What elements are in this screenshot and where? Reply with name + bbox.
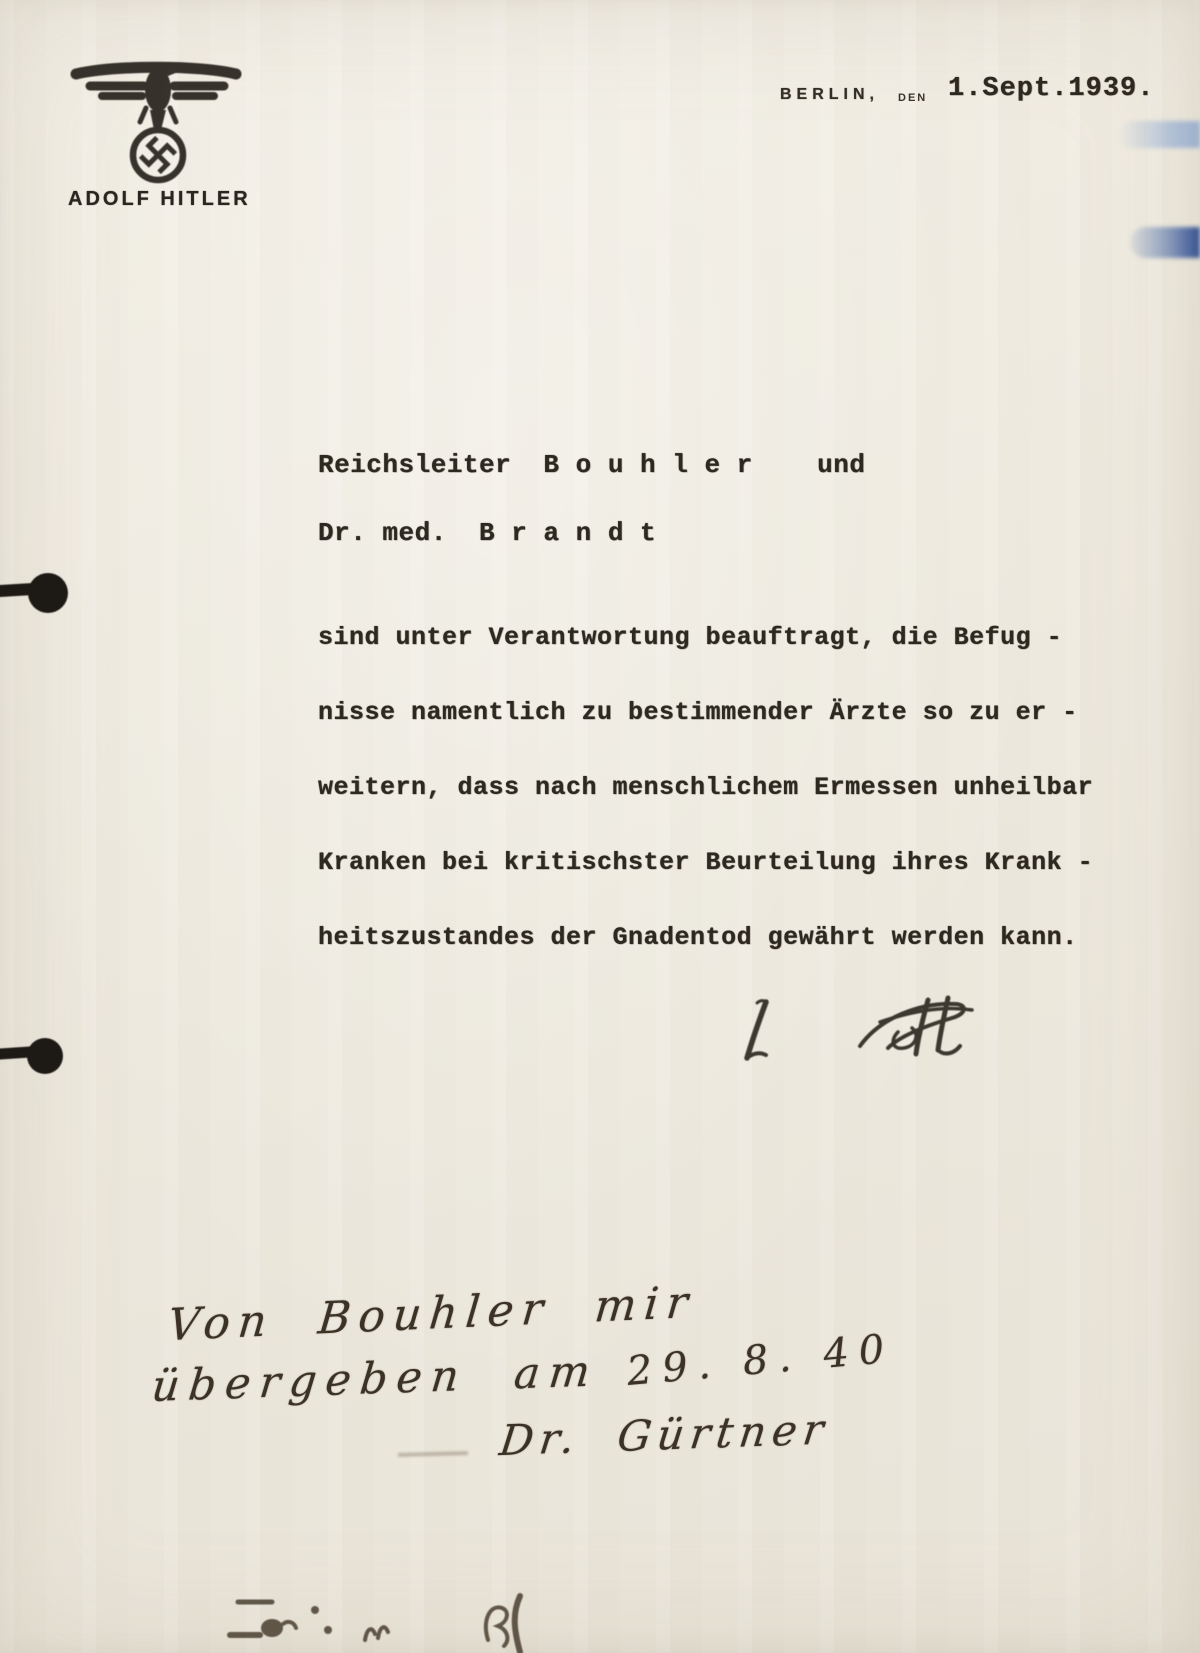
hitler-signature bbox=[720, 988, 990, 1078]
recipient-line-1: Reichsleiter B o u h l e r und bbox=[318, 450, 866, 480]
letterhead-eagle-emblem bbox=[70, 60, 242, 186]
note-line-1: Von Bouhler mir bbox=[165, 1276, 698, 1352]
dateline-typed-date: 1.Sept.1939. bbox=[948, 74, 1155, 104]
ink-smudge-top bbox=[1118, 121, 1200, 148]
ink-smudge-bottom bbox=[1130, 227, 1200, 258]
body-line: heitszustandes der Gnadentod gewährt werden kann. bbox=[318, 923, 1078, 952]
hole-punch-top bbox=[0, 560, 80, 626]
note-date: 29. 8. 40 bbox=[625, 1325, 897, 1395]
illegible-handwriting-fragment bbox=[210, 1590, 560, 1653]
faint-dash-mark bbox=[398, 1451, 468, 1457]
note-line-3: Dr. Gürtner bbox=[496, 1404, 833, 1466]
letterhead-name: ADOLF HITLER bbox=[68, 188, 251, 210]
body-line: Kranken bei kritischster Beurteilung ihres Krank - bbox=[318, 848, 1094, 877]
body-line: sind unter Verantwortung beauftragt, die Befug - bbox=[318, 623, 1063, 652]
hole-punch-bottom bbox=[0, 1032, 80, 1082]
body-paragraph bbox=[318, 600, 1093, 975]
body-line: weitern, dass nach menschlichem Ermessen unheilbar bbox=[318, 773, 1094, 802]
note-line-2-text: übergeben am bbox=[149, 1346, 602, 1413]
dateline-den-label: DEN bbox=[898, 92, 928, 104]
dateline-place-label: BERLIN, bbox=[780, 86, 879, 103]
body-line: nisse namentlich zu bestimmender Ärzte so zu er - bbox=[318, 698, 1078, 727]
recipient-line-2: Dr. med. B r a n d t bbox=[318, 518, 657, 548]
note-line-2 bbox=[149, 1325, 897, 1413]
